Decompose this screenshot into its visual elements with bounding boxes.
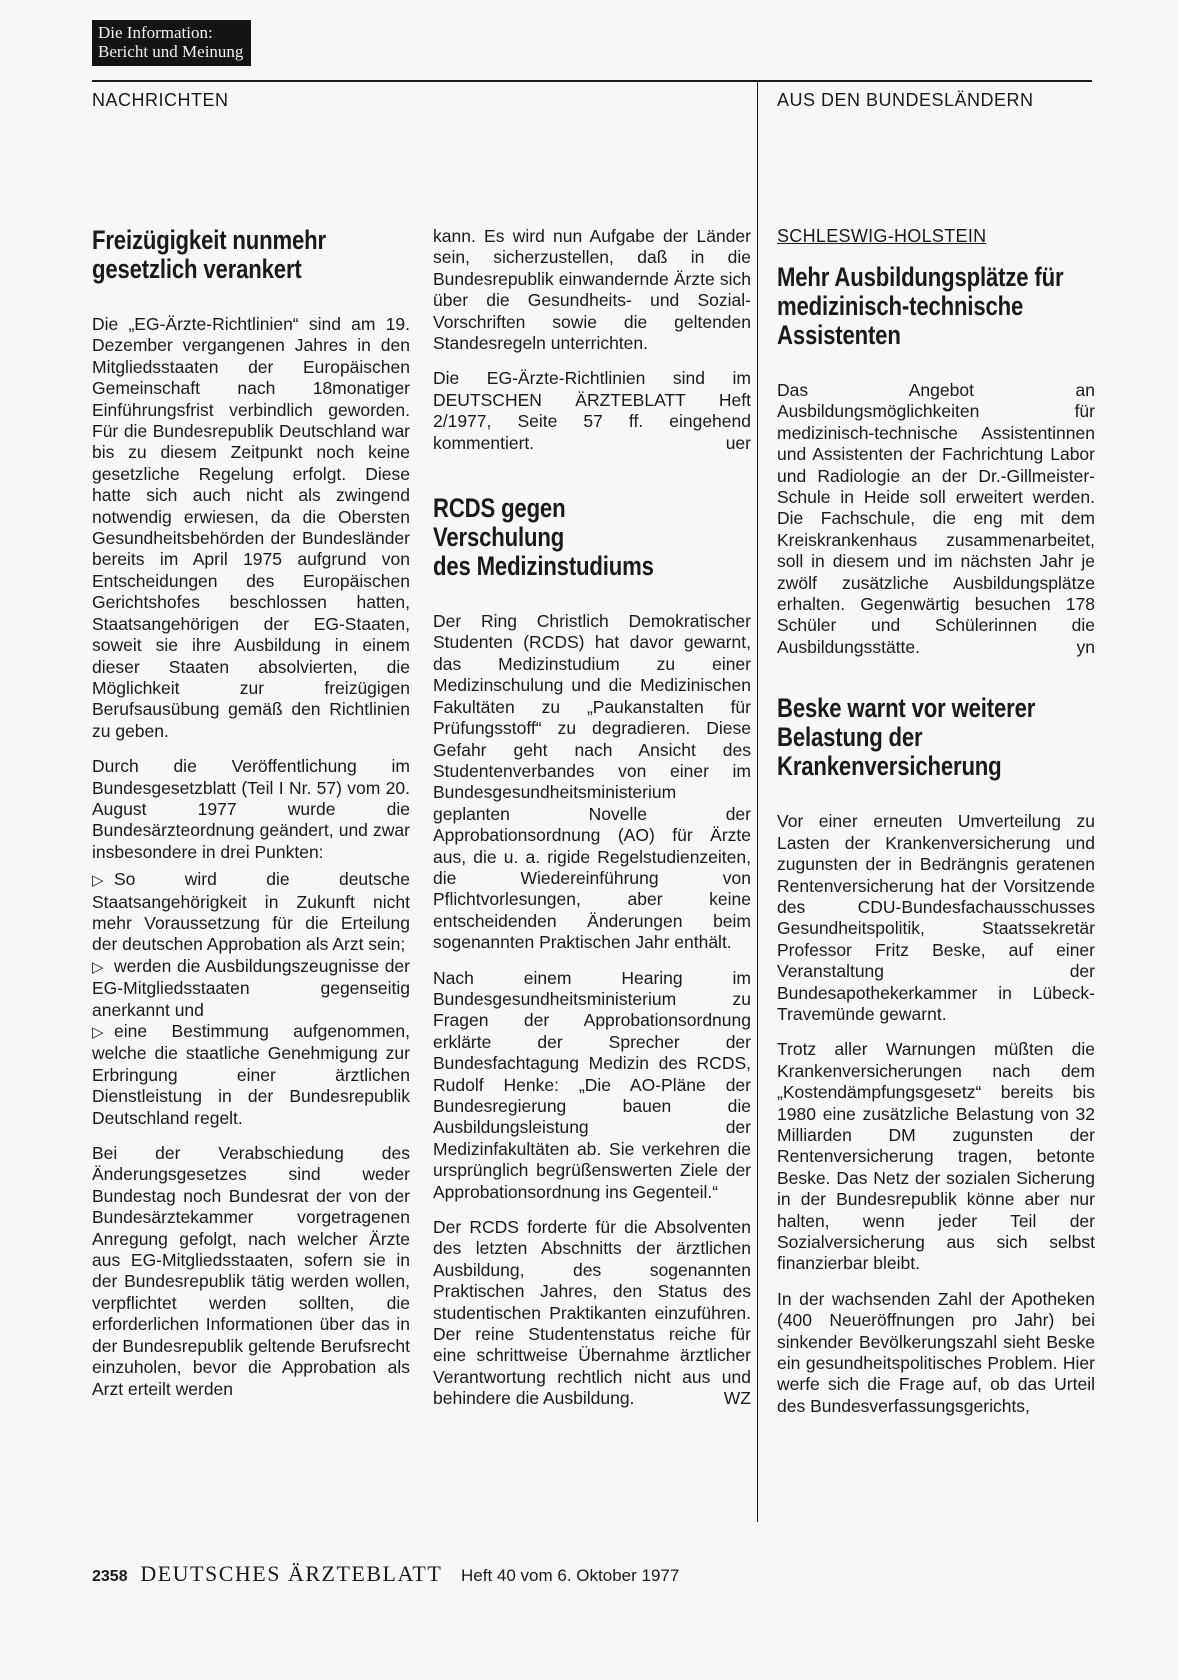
paragraph: Die EG-Ärzte-Richtlinien sind im DEUTSCHEN ÄRZTEBLATT Heft 2/1977, Seite 57 ff. eingehend kommentiert. uer xyxy=(433,368,751,453)
column-right xyxy=(777,226,1095,1431)
paragraph: Der Ring Christlich Demokratischer Studenten (RCDS) hat davor gewarnt, das Medizinstudium zu einer Medizinschulung und die Medizinischen Fakultäten zu „Paukanstalten für Prüfungsstoff“ zu degradieren. Diese Gefahr geht nach Ansicht des Studentenverbandes von einer im Bundesgesundheitsministerium geplanten Novelle der Approbationsordnung (AO) für Ärzte aus, die u. a. rigide Regelstudienzeiten, die Wiedereinführung von Pflichtvorlesungen, aber keine entscheidenden Änderungen beim sogenannten Praktischen Jahr enthält. xyxy=(433,611,751,953)
article-title-rcds: RCDS gegen Verschulung des Medizinstudiums xyxy=(433,493,654,582)
paragraph: In der wachsenden Zahl der Apotheken (400 Neueröffnungen pro Jahr) bei sinkender Bevölkerungszahl sieht Beske ein gesundheitspolitisches Problem. Hier werfe sich die Frage auf, ob das Urteil des Bundesverfassungsgerichts, xyxy=(777,1288,1095,1416)
masthead: DEUTSCHES ÄRZTEBLATT xyxy=(140,1561,443,1586)
paragraph: Durch die Veröffentlichung im Bundesgesetzblatt (Teil I Nr. 57) vom 20. August 1977 wurde die Bundesärzteordnung geändert, und zwar insbesondere in drei Punkten: xyxy=(92,756,410,862)
page-footer xyxy=(92,1561,679,1587)
region-kicker: SCHLESWIG-HOLSTEIN xyxy=(777,226,987,246)
paragraph: Das Angebot an Ausbildungsmöglichkeiten für medizinisch-technische Assistentinnen und Assistenten der Fachrichtung Labor und Radiologie an der Dr.-Gillmeister-Schule in Heide soll erweitert werden. Die Fachschule, die eng mit dem Kreiskrankenhaus zusammenarbeitet, soll in diesem und im nächsten Jahr je zwölf zusätzliche Ausbildungsplätze erhalten. Gegenwärtig besuchen 178 Schüler und Schülerinnen die Ausbildungsstätte. yn xyxy=(777,380,1095,657)
page-number: 2358 xyxy=(92,1568,128,1585)
paragraph: Trotz aller Warnungen müßten die Krankenversicherungen nach dem „Kostendämpfungsgesetz“ bereits bis 1980 eine zusätzliche Belastung von 32 Milliarden DM zugunsten der Rentenversicherung tragen, betonte Beske. Das Netz der sozialen Sicherung in der Bundesrepublik könne aber nur halten, wenn jeder Teil der Sozialversicherung aus sich selbst finanzierbar bleibt. xyxy=(777,1039,1095,1274)
paragraph: Bei der Verabschiedung des Änderungsgesetzes sind weder Bundestag noch Bundesrat der von der Bundesärztekammer vorgetragenen Anregung gefolgt, nach welcher Ärzte aus EG-Mitgliedsstaaten, sofern sie in der Bundesrepublik tätig werden wollen, verpflichtet werden sollten, die erforderlichen Informationen über das in der Bundesrepublik geltende Berufsrecht einzuholen, bevor die Approbation als Arzt erteilt werden xyxy=(92,1143,410,1399)
triangle-bullet-icon: ▷ xyxy=(92,958,104,976)
rubric-line-1: Die Information: xyxy=(98,23,213,42)
triangle-bullet-icon: ▷ xyxy=(92,1024,104,1041)
section-label-bundeslaender: AUS DEN BUNDESLÄNDERN xyxy=(777,90,1034,110)
rubric-line-2: Bericht und Meinung xyxy=(98,42,244,61)
header-rule xyxy=(92,80,1092,82)
triangle-bullet-icon: ▷ xyxy=(92,872,104,890)
paragraph: Die „EG-Ärzte-Richtlinien“ sind am 19. Dezember vergangenen Jahres in den Mitgliedsstaaten der Europäischen Gemeinschaft nach 18monatiger Einführungsfrist verbindlich geworden. Für die Bundesrepublik Deutschland war bis zu diesem Zeitpunkt noch keine gesetzliche Regelung erfolgt. Diese hatte sich auch nicht als zwingend notwendig erwiesen, da die Obersten Gesundheitsbehörden der Bundesländer bereits im April 1975 aufgrund von Entscheidungen des Europäischen Gerichtshofes beschlossen hatten, Staatsangehörigen der EG-Staaten, soweit sie ihre Ausbildung in einem dieser Staaten absolvierten, die Möglichkeit zur freizügigen Berufsausübung gemäß den Richtlinien zu geben. xyxy=(92,314,410,741)
list-item: ▷ werden die Ausbildungszeugnisse der EG-Mitgliedsstaaten gegenseitig anerkannt und xyxy=(92,955,410,1020)
paragraph: Der RCDS forderte für die Absolventen des letzten Abschnitts der ärztlichen Ausbildung, des sogenannten Praktischen Jahres, den Status des studentischen Praktikanten einzuführen. Der reine Studentenstatus reiche für eine schrittweise Übernahme ärztlicher Verantwortung rechtlich nicht aus und behindere die Ausbildung. WZ xyxy=(433,1217,751,1409)
article-title-beske: Beske warnt vor weiterer Belastung der Krankenversicherung xyxy=(777,693,1036,782)
author-signature: WZ xyxy=(723,1388,751,1409)
paragraph: Nach einem Hearing im Bundesgesundheitsministerium zu Fragen der Approbationsordnung erklärte der Sprecher der Bundesfachtagung Medizin des RCDS, Rudolf Henke: „Die AO-Pläne der Bundesregierung bauen die Ausbildungsleistung der Medizinfakultäten ab. Sie verkehren die ursprünglich begrüßenswerten Ziele der Approbationsordnung ins Gegenteil.“ xyxy=(433,967,751,1202)
author-signature: yn xyxy=(1076,636,1095,657)
paragraph: kann. Es wird nun Aufgabe der Länder sein, sicherzustellen, daß in die Bundesrepublik einwandernde Ärzte sich über die Gesundheits- und Sozial-Vorschriften sowie die geltenden Standesregeln unterrichten. xyxy=(433,226,751,354)
article-title: Freizügigkeit nunmehr gesetzlich verankert xyxy=(92,225,326,284)
list-item: ▷ eine Bestimmung aufgenommen, welche die staatliche Genehmigung zur Erbringung einer ärztlichen Dienstleistung in der Bundesrepublik Deutschland regelt. xyxy=(92,1021,410,1128)
paragraph: Vor einer erneuten Umverteilung zu Lasten der Krankenversicherung und zugunsten der in Bedrängnis geratenen Rentenversicherung hat der Vorsitzende des CDU-Bundesfachausschusses Gesundheitspolitik, Staatssekretär Professor Fritz Beske, auf einer Veranstaltung der Bundesapothekerkammer in Lübeck-Travemünde gewarnt. xyxy=(777,811,1095,1024)
author-signature: uer xyxy=(725,432,751,453)
column-divider xyxy=(757,82,758,1522)
rubric-badge xyxy=(92,20,251,66)
article-freizuegigkeit xyxy=(92,226,410,1414)
issue-info: Heft 40 vom 6. Oktober 1977 xyxy=(461,1566,680,1585)
section-label-nachrichten: NACHRICHTEN xyxy=(92,90,229,110)
column-middle xyxy=(433,226,751,1424)
article-title-ausbildungsplaetze: Mehr Ausbildungsplätze für medizinisch-technische Assistenten xyxy=(777,262,1064,350)
list-item: ▷ So wird die deutsche Staatsangehörigkeit in Zukunft nicht mehr Voraussetzung für die Erteilung der deutschen Approbation als Arzt sein; xyxy=(92,869,410,955)
